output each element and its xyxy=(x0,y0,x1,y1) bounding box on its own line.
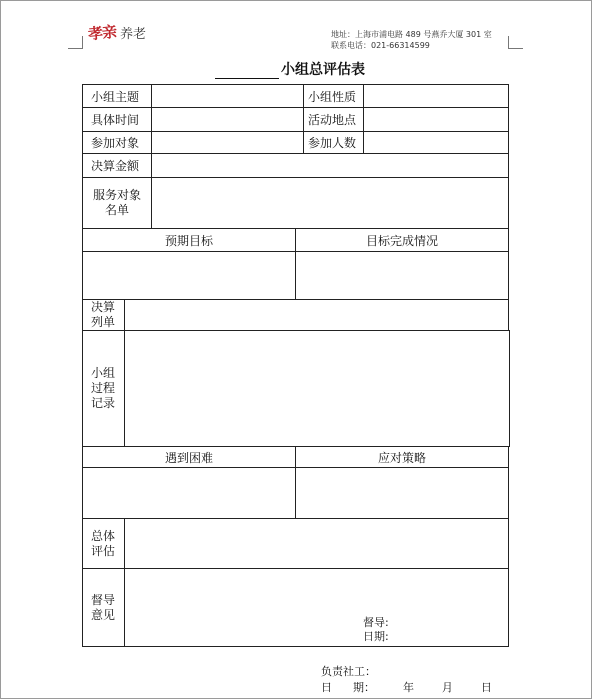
label-group-nature-text: 小组性质 xyxy=(308,89,357,104)
header-expected-goals xyxy=(82,228,296,252)
form-title xyxy=(215,59,365,79)
crop-mark-left-v xyxy=(82,36,83,49)
label-process-record xyxy=(82,330,125,447)
company-logo xyxy=(88,21,146,43)
crop-mark-right-v xyxy=(508,36,509,49)
label-supervisor-opinion-text: 督导 意见 xyxy=(91,592,116,622)
title-blank-line[interactable] xyxy=(215,62,279,79)
field-strategies[interactable] xyxy=(295,467,509,519)
header-goal-completion xyxy=(295,228,509,252)
field-supervisor-opinion[interactable] xyxy=(124,568,509,647)
label-participants-text: 参加对象 xyxy=(91,136,140,150)
footer-social-worker: 负责社工： xyxy=(321,665,376,678)
label-budget-list-text: 决算 列单 xyxy=(91,300,116,329)
label-venue-text: 活动地点 xyxy=(308,113,357,127)
crop-mark-right-h xyxy=(508,48,523,49)
form-title-text: 小组总评估表 xyxy=(281,62,365,78)
field-difficulties[interactable] xyxy=(82,467,296,519)
field-budget-list[interactable] xyxy=(124,299,509,331)
label-supervisor-opinion xyxy=(82,568,125,647)
field-process-record[interactable] xyxy=(124,330,510,447)
footer-date-line: 日 期： 年 月 日 xyxy=(321,681,492,694)
field-group-nature[interactable] xyxy=(363,84,509,108)
field-venue[interactable] xyxy=(363,107,509,132)
label-specific-time xyxy=(82,107,152,132)
field-group-theme[interactable] xyxy=(151,84,304,108)
supervisor-date-label: 日期: xyxy=(363,630,389,643)
company-contact xyxy=(331,29,492,51)
logo-mark: 孝亲 xyxy=(87,22,117,43)
field-expected-goals[interactable] xyxy=(82,251,296,300)
label-overall-eval xyxy=(82,518,125,569)
field-overall-eval[interactable] xyxy=(124,518,509,569)
header-difficulties xyxy=(82,446,296,468)
label-participants xyxy=(82,131,152,154)
field-service-list[interactable] xyxy=(151,177,509,229)
label-service-list-text: 服务对象 名单 xyxy=(92,188,141,217)
supervisor-signature-label: 督导: xyxy=(363,616,389,629)
field-specific-time[interactable] xyxy=(151,107,304,132)
label-participant-count xyxy=(303,131,364,154)
label-specific-time-text: 具体时间 xyxy=(91,113,140,127)
field-participants[interactable] xyxy=(151,131,304,154)
label-process-record-text: 小组 过程 记录 xyxy=(91,366,116,410)
header-expected-goals-text: 预期目标 xyxy=(164,233,213,248)
field-participant-count[interactable] xyxy=(363,131,509,154)
label-service-list xyxy=(82,177,152,229)
field-goal-completion[interactable] xyxy=(295,251,509,300)
header-strategies-text: 应对策略 xyxy=(377,450,426,465)
header-difficulties-text: 遇到困难 xyxy=(164,450,213,465)
label-budget-amount xyxy=(82,153,152,178)
label-participant-count-text: 参加人数 xyxy=(308,136,357,150)
label-venue xyxy=(303,107,364,132)
label-group-nature xyxy=(303,84,364,108)
phone-line: 联系电话：021-66314599 xyxy=(331,41,430,50)
header-goal-completion-text: 目标完成情况 xyxy=(365,233,438,248)
field-budget-amount[interactable] xyxy=(151,153,509,178)
label-group-theme xyxy=(82,84,152,108)
label-budget-amount-text: 决算金额 xyxy=(91,159,140,173)
label-budget-list xyxy=(82,299,125,331)
address-line: 地址：上海市浦电路 489 号燕乔大厦 301 室 xyxy=(331,30,492,39)
label-overall-eval-text: 总体 评估 xyxy=(91,528,116,558)
crop-mark-left-h xyxy=(68,48,83,49)
header-strategies xyxy=(295,446,509,468)
logo-text: 养老 xyxy=(120,26,147,42)
label-group-theme-text: 小组主题 xyxy=(91,89,140,104)
